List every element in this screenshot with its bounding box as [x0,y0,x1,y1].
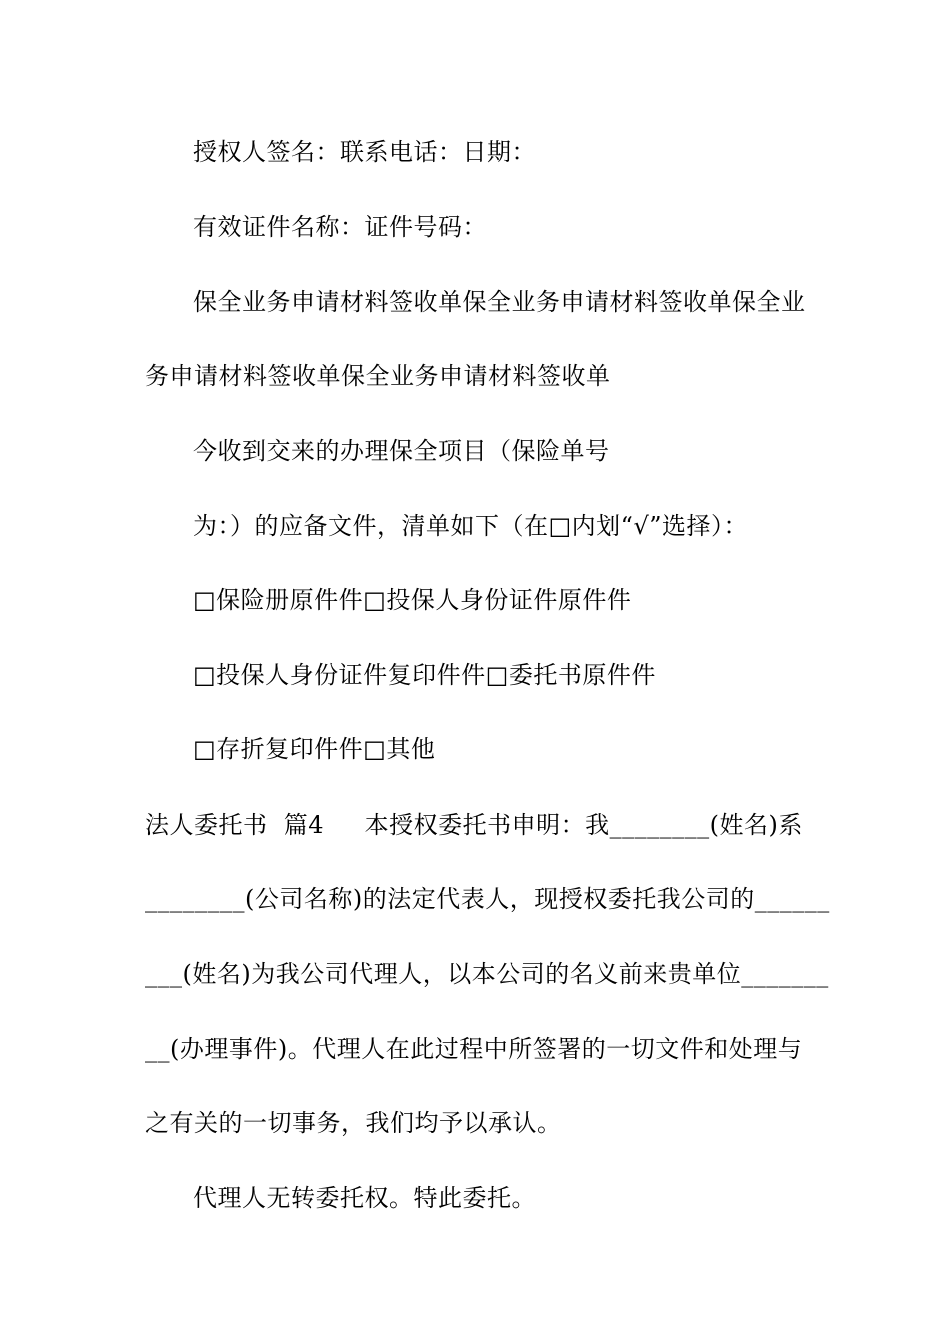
power-of-attorney-line-2: ________(公司名称)的法定代表人，现授权委托我公司的______ [145,885,830,913]
receipt-intro-line-2: 为：）的应备文件，清单如下（在□内划“√”选择）： [193,512,749,540]
id-document-line: 有效证件名称：证件号码： [193,213,487,241]
signature-line: 授权人签名：联系电话：日期： [193,138,536,166]
checklist-item-3: □存折复印件件□其他 [193,735,436,763]
checklist-item-1: □保险册原件件□投保人身份证件原件件 [193,586,632,614]
receipt-title-line-1: 保全业务申请材料签收单保全业务申请材料签收单保全业 [193,288,806,316]
no-sub-delegation-line: 代理人无转委托权。特此委托。 [193,1184,536,1212]
power-of-attorney-line-4: __(办理事件)。代理人在此过程中所签署的一切文件和处理与 [145,1035,803,1063]
power-of-attorney-heading-line: 法人委托书 篇4 本授权委托书申明：我________(姓名)系 [145,811,803,839]
receipt-intro-line-1: 今收到交来的办理保全项目（保险单号 [193,437,610,465]
power-of-attorney-line-5: 之有关的一切事务，我们均予以承认。 [145,1109,562,1137]
checklist-item-2: □投保人身份证件复印件件□委托书原件件 [193,661,656,689]
receipt-title-line-2: 务申请材料签收单保全业务申请材料签收单 [145,362,611,390]
power-of-attorney-line-3: ___(姓名)为我公司代理人，以本公司的名义前来贵单位_______ [145,960,829,988]
